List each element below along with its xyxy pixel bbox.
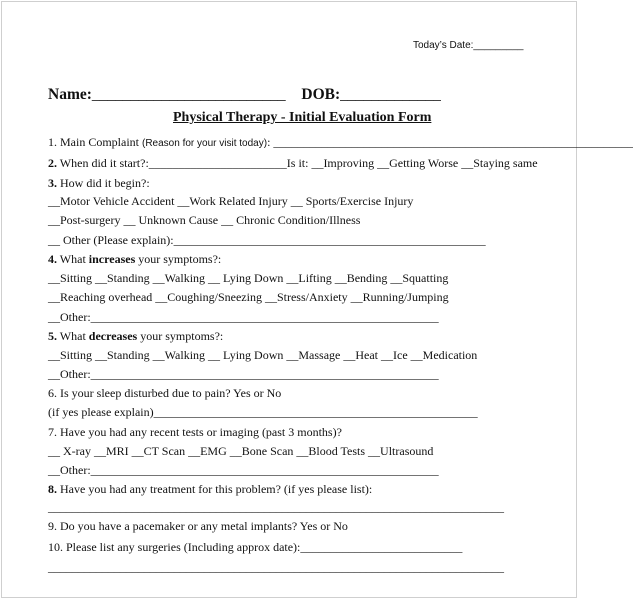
question-2[interactable]: 2. When did it start?:_______________________Is it: __Improving __Getting Worse __Staying same — [48, 156, 538, 170]
name-field[interactable]: _________________________ — [91, 86, 286, 103]
dob-field[interactable]: _____________ — [340, 86, 441, 103]
question-4: 4. What increases your symptoms?: — [48, 252, 222, 266]
question-7: 7. Have you had any recent tests or imaging (past 3 months)? — [48, 425, 342, 439]
q7-options-line-1[interactable]: __ X-ray __MRI __CT Scan __EMG __Bone Scan __Blood Tests __Ultrasound — [48, 444, 434, 458]
q1-hint: (Reason for your visit today) — [142, 138, 268, 149]
question-5: 5. What decreases your symptoms?: — [48, 329, 224, 343]
q4-options-line-2[interactable]: __Reaching overhead __Coughing/Sneezing __Stress/Anxiety __Running/Jumping — [48, 290, 449, 304]
q5-other-field[interactable]: __Other:__________________________________________________________ — [48, 367, 439, 381]
q4-other-field[interactable]: __Other:__________________________________________________________ — [48, 310, 439, 324]
form-title: Physical Therapy - Initial Evaluation Form — [173, 110, 432, 125]
q10-surgeries-field[interactable]: ____________________________________________________________________________ — [48, 560, 504, 574]
q3-options-line-1[interactable]: __Motor Vehicle Accident __Work Related Injury __ Sports/Exercise Injury — [48, 194, 414, 208]
question-3: 3. How did it begin?: — [48, 176, 150, 190]
question-9[interactable]: 9. Do you have a pacemaker or any metal implants? Yes or No — [48, 519, 348, 533]
question-1[interactable]: 1. Main Complaint (Reason for your visit today): ____________________________________________________________ — [48, 135, 633, 149]
question-6[interactable]: 6. Is your sleep disturbed due to pain? Yes or No — [48, 386, 282, 400]
q4-options-line-1[interactable]: __Sitting __Standing __Walking __ Lying Down __Lifting __Bending __Squatting — [48, 271, 449, 285]
patient-info-row — [48, 86, 441, 104]
question-10[interactable]: 10. Please list any surgeries (Including approx date):___________________________ — [48, 540, 463, 554]
q8-treatment-field[interactable]: ____________________________________________________________________________ — [48, 500, 504, 514]
q3-other-field[interactable]: __ Other (Please explain):____________________________________________________ — [48, 233, 486, 247]
q6-explain-field[interactable]: (if yes please explain)______________________________________________________ — [48, 405, 478, 419]
q7-other-field[interactable]: __Other:__________________________________________________________ — [48, 463, 439, 477]
todays-date-field[interactable]: Today’s Date:_________ — [413, 40, 524, 51]
name-label: Name: — [48, 86, 92, 103]
question-8: 8. Have you had any treatment for this problem? (if yes please list): — [48, 482, 373, 496]
q3-options-line-2[interactable]: __Post-surgery __ Unknown Cause __ Chronic Condition/Illness — [48, 213, 361, 227]
dob-label: DOB: — [301, 86, 341, 103]
q5-options-line-1[interactable]: __Sitting __Standing __Walking __ Lying Down __Massage __Heat __Ice __Medication — [48, 348, 478, 362]
